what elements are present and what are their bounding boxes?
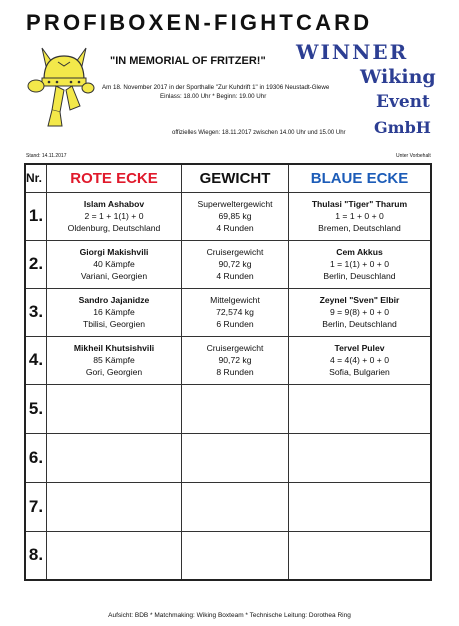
- red-boxer-origin: Gori, Georgien: [85, 367, 143, 377]
- blue-corner-cell: [289, 482, 432, 531]
- blue-boxer-name: Zeynel "Sven" Elbir: [319, 295, 400, 305]
- blue-corner-cell: [289, 531, 432, 580]
- footer: Aufsicht: BDB * Matchmaking: Wiking Boxteam * Technische Leitung: Dorothea Ring: [108, 612, 351, 619]
- red-corner-cell: [47, 482, 182, 531]
- blue-boxer-record: 1 = 1(1) + 0 + 0: [329, 259, 389, 269]
- blue-boxer-record: 1 = 1 + 0 + 0: [335, 211, 384, 221]
- red-corner-cell: [47, 433, 182, 482]
- red-corner-cell: [47, 336, 182, 384]
- fight-number: 2.: [25, 240, 47, 288]
- blue-boxer-origin: Bremen, Deutschland: [318, 223, 401, 233]
- red-boxer-record: 2 = 1 + 1(1) + 0: [84, 211, 144, 221]
- red-boxer-record: 85 Kämpfe: [93, 355, 135, 365]
- red-boxer-name: Islam Ashabov: [83, 199, 145, 209]
- fight-number: 3.: [25, 288, 47, 336]
- blue-corner-cell: [289, 192, 432, 240]
- weight-class: Mittelgewicht: [210, 295, 260, 305]
- red-boxer-origin: Variani, Georgien: [80, 271, 148, 281]
- empty-fight-row: [25, 433, 431, 482]
- weight-cell: [182, 433, 289, 482]
- red-boxer-origin: Tbilisi, Georgien: [82, 319, 146, 329]
- table-header-row: [25, 164, 431, 192]
- red-boxer-origin: Oldenburg, Deutschland: [67, 223, 161, 233]
- red-boxer-name: Sandro Jajanidze: [78, 295, 150, 305]
- fight-rounds: 4 Runden: [216, 223, 254, 233]
- weight-kg: 90,72 kg: [218, 355, 252, 365]
- weight-cell: [182, 288, 289, 336]
- empty-fight-row: [25, 531, 431, 580]
- viking-helmet-logo: [22, 40, 106, 128]
- fight-rounds: 8 Runden: [216, 367, 254, 377]
- fight-rounds: 6 Runden: [216, 319, 254, 329]
- blue-boxer-record: 4 = 4(4) + 0 + 0: [329, 355, 389, 365]
- weight-kg: 69,85 kg: [218, 211, 252, 221]
- blue-corner-cell: [289, 384, 432, 433]
- red-boxer-name: Giorgi Makishvili: [79, 247, 149, 257]
- blue-corner-cell: [289, 336, 432, 384]
- fight-number: 5.: [25, 384, 47, 433]
- blue-corner-cell: [289, 240, 432, 288]
- empty-fight-row: [25, 482, 431, 531]
- event-venue: Am 18. November 2017 in der Sporthalle "Zur Kuhdrift 1" in 19306 Neustadt-Glewe: [102, 84, 330, 91]
- promoter-line-3: Event: [376, 92, 430, 112]
- page-title: PROFIBOXEN-FIGHTCARD: [26, 10, 373, 35]
- weight-class: Cruisergewicht: [206, 343, 264, 353]
- fight-row: [25, 288, 431, 336]
- blue-corner-cell: [289, 433, 432, 482]
- red-corner-cell: [47, 384, 182, 433]
- header-weight: GEWICHT: [182, 164, 289, 192]
- promoter-line-4: GmbH: [374, 118, 431, 137]
- event-times: Einlass: 18.00 Uhr * Beginn: 19.00 Uhr: [160, 93, 267, 100]
- header-blue-corner: BLAUE ECKE: [289, 164, 432, 192]
- weight-kg: 72,574 kg: [216, 307, 254, 317]
- weight-class: Superweltergewicht: [197, 199, 273, 209]
- disclaimer: Unter Vorbehalt: [396, 153, 431, 159]
- promoter-line-1: WINNER: [296, 40, 409, 64]
- red-boxer-record: 16 Kämpfe: [93, 307, 135, 317]
- weight-cell: [182, 482, 289, 531]
- weight-kg: 90,72 kg: [218, 259, 252, 269]
- header-red-corner: ROTE ECKE: [47, 164, 182, 192]
- weight-cell: [182, 336, 289, 384]
- blue-boxer-origin: Sofia, Bulgarien: [329, 367, 390, 377]
- weight-cell: [182, 192, 289, 240]
- event-subtitle: "IN MEMORIAL OF FRITZER!": [110, 55, 266, 67]
- fight-row: [25, 240, 431, 288]
- red-boxer-name: Mikheil Khutsishvili: [73, 343, 155, 353]
- weigh-in-info: offizielles Wiegen: 18.11.2017 zwischen 14.00 Uhr und 15.00 Uhr: [172, 130, 346, 136]
- fight-number: 7.: [25, 482, 47, 531]
- fight-row: [25, 192, 431, 240]
- header-nr: Nr.: [25, 164, 47, 192]
- fight-rounds: 4 Runden: [216, 271, 254, 281]
- weight-class: Cruisergewicht: [206, 247, 264, 257]
- red-corner-cell: [47, 531, 182, 580]
- fight-number: 6.: [25, 433, 47, 482]
- blue-boxer-name: Tervel Pulev: [334, 343, 385, 353]
- red-boxer-record: 40 Kämpfe: [93, 259, 135, 269]
- fight-row: [25, 336, 431, 384]
- fightcard-table: [24, 163, 432, 581]
- blue-corner-cell: [289, 288, 432, 336]
- weight-cell: [182, 240, 289, 288]
- blue-boxer-name: Cem Akkus: [336, 247, 383, 257]
- blue-boxer-record: 9 = 9(8) + 0 + 0: [329, 307, 389, 317]
- red-corner-cell: [47, 192, 182, 240]
- empty-fight-row: [25, 384, 431, 433]
- weight-cell: [182, 384, 289, 433]
- blue-boxer-origin: Berlin, Deuschland: [323, 271, 396, 281]
- fight-number: 1.: [25, 192, 47, 240]
- fight-number: 8.: [25, 531, 47, 580]
- red-corner-cell: [47, 288, 182, 336]
- blue-boxer-name: Thulasi "Tiger" Tharum: [311, 199, 408, 209]
- weight-cell: [182, 531, 289, 580]
- blue-boxer-origin: Berlin, Deutschland: [322, 319, 397, 329]
- promoter-line-2: Wiking: [360, 66, 436, 88]
- status-date: Stand: 14.11.2017: [26, 153, 67, 159]
- fight-number: 4.: [25, 336, 47, 384]
- red-corner-cell: [47, 240, 182, 288]
